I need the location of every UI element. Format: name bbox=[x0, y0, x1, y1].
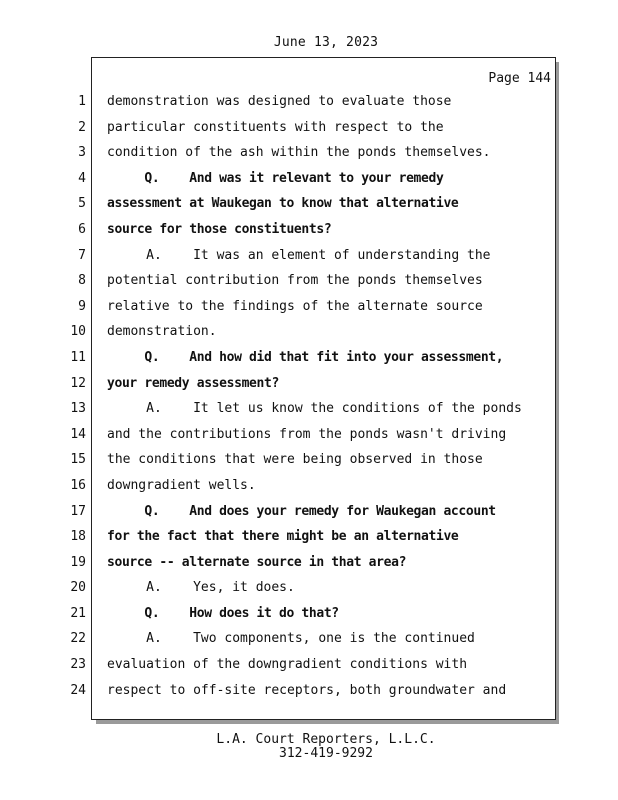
line-number: 13 bbox=[70, 401, 86, 417]
header-date: June 13, 2023 bbox=[273, 35, 379, 50]
line-number: 10 bbox=[70, 324, 86, 340]
page-number: Page 144 bbox=[488, 71, 551, 86]
line-number: 1 bbox=[78, 94, 86, 109]
transcript-line: respect to off-site receptors, both groundwater and bbox=[107, 682, 507, 698]
line-number: 6 bbox=[78, 221, 86, 237]
line-number: 3 bbox=[78, 145, 86, 161]
line-number: 24 bbox=[70, 682, 86, 698]
transcript-line: demonstration was designed to evaluate those bbox=[107, 94, 452, 109]
line-number: 23 bbox=[70, 657, 86, 673]
line-number: 8 bbox=[78, 273, 86, 289]
line-number: 4 bbox=[78, 170, 86, 186]
question-line: Q. And does your remedy for Waukegan account bbox=[107, 503, 496, 519]
transcript-line: evaluation of the downgradient conditions with bbox=[107, 657, 468, 673]
footer bbox=[0, 733, 618, 761]
question-line: for the fact that there might be an alternative bbox=[107, 529, 459, 545]
transcript-line: relative to the findings of the alternate source bbox=[107, 298, 483, 314]
line-number: 12 bbox=[70, 375, 86, 391]
transcript-line: A. It let us know the conditions of the ponds bbox=[107, 401, 522, 417]
question-line: assessment at Waukegan to know that alternative bbox=[107, 196, 459, 212]
line-number: 16 bbox=[70, 477, 86, 493]
line-number: 14 bbox=[70, 426, 86, 442]
question-line: Q. And was it relevant to your remedy bbox=[107, 170, 444, 186]
transcript-line: the conditions that were being observed in those bbox=[107, 452, 483, 468]
line-number: 21 bbox=[70, 605, 86, 621]
transcript-line: A. It was an element of understanding the bbox=[107, 247, 491, 263]
transcript-line: and the contributions from the ponds wasn't driving bbox=[107, 426, 507, 442]
transcript-text bbox=[107, 92, 547, 706]
transcript-line: demonstration. bbox=[107, 324, 217, 340]
line-number: 9 bbox=[78, 298, 86, 314]
question-line: source for those constituents? bbox=[107, 221, 332, 237]
question-line: source -- alternate source in that area? bbox=[107, 554, 407, 570]
line-number: 18 bbox=[70, 529, 86, 545]
line-number: 17 bbox=[70, 503, 86, 519]
line-number: 2 bbox=[78, 119, 86, 135]
question-line: Q. How does it do that? bbox=[107, 605, 339, 621]
transcript-line: potential contribution from the ponds themselves bbox=[107, 273, 483, 289]
line-number-column bbox=[60, 92, 86, 706]
footer-company: L.A. Court Reporters, L.L.C. bbox=[216, 732, 436, 747]
line-number: 22 bbox=[70, 631, 86, 647]
line-number: 19 bbox=[70, 554, 86, 570]
footer-phone: 312-419-9292 bbox=[279, 746, 373, 761]
line-number: 7 bbox=[78, 247, 86, 263]
line-number: 11 bbox=[70, 349, 86, 365]
question-line: Q. And how did that fit into your assessment, bbox=[107, 349, 504, 365]
transcript-line: condition of the ash within the ponds themselves. bbox=[107, 145, 491, 161]
transcript-line: A. Yes, it does. bbox=[107, 580, 295, 596]
question-line: your remedy assessment? bbox=[107, 375, 279, 391]
line-number: 15 bbox=[70, 452, 86, 468]
transcript-line: A. Two components, one is the continued bbox=[107, 631, 475, 647]
transcript-line: downgradient wells. bbox=[107, 477, 256, 493]
transcript-line: particular constituents with respect to the bbox=[107, 119, 444, 135]
line-number: 5 bbox=[78, 196, 86, 212]
line-number: 20 bbox=[70, 580, 86, 596]
